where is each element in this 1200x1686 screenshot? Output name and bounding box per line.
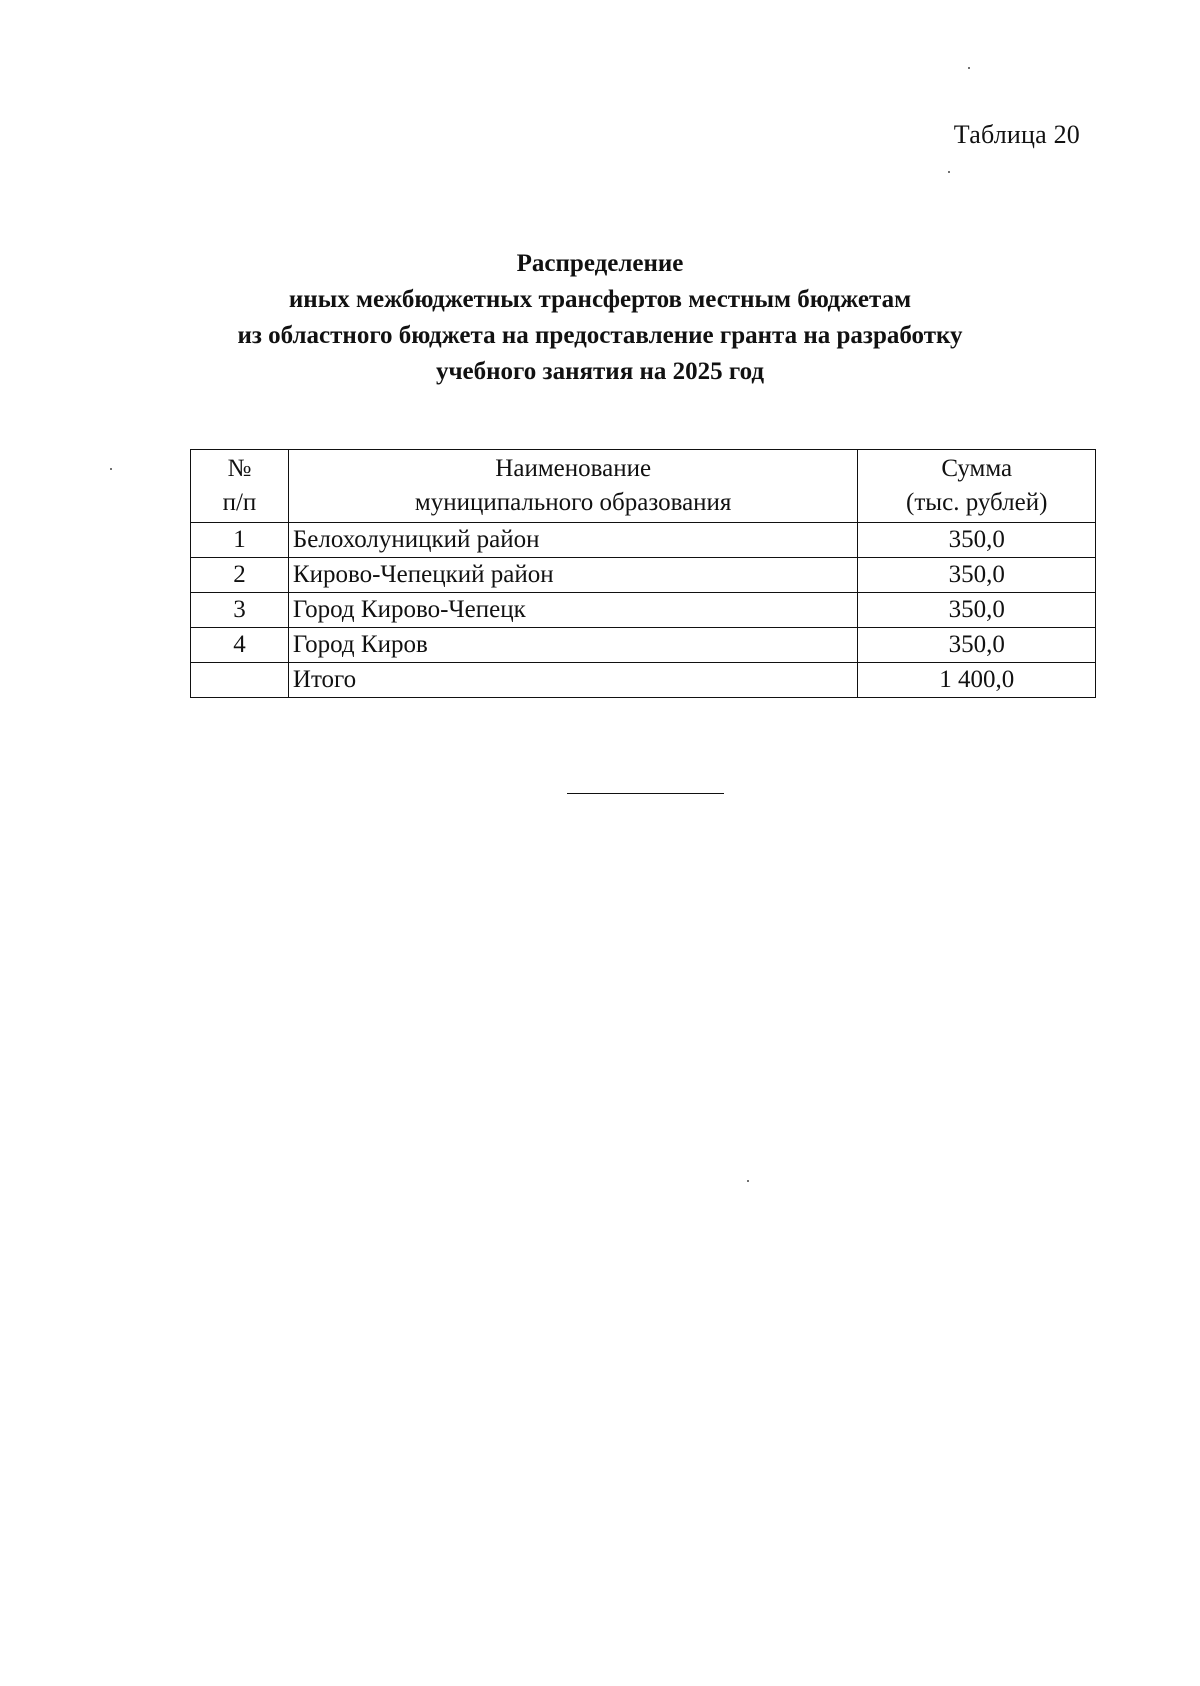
table-header-row (191, 450, 1096, 523)
row-amount: 350,0 (858, 523, 1096, 558)
header-municipality-line-1: Наименование (495, 455, 652, 482)
row-amount: 350,0 (858, 558, 1096, 593)
title-line-1: Распределение (516, 250, 684, 277)
header-amount (858, 450, 1096, 523)
header-municipality (288, 450, 858, 523)
table-row (191, 628, 1096, 663)
header-number-line-1: № (227, 455, 252, 482)
row-municipality: Кирово-Чепецкий район (288, 558, 858, 593)
row-municipality: Белохолуницкий район (288, 523, 858, 558)
table-row (191, 558, 1096, 593)
title-line-3: из областного бюджета на предоставление гранта на разработку (237, 322, 963, 349)
table-number-label: Таблица 20 (953, 120, 1080, 149)
total-label: Итого (288, 663, 858, 698)
total-amount: 1 400,0 (858, 663, 1096, 698)
scan-speck (747, 1180, 749, 1182)
total-number (191, 663, 289, 698)
scan-speck (968, 67, 970, 69)
row-municipality: Город Кирово-Чепецк (288, 593, 858, 628)
row-amount: 350,0 (858, 628, 1096, 663)
table-row (191, 593, 1096, 628)
header-number (191, 450, 289, 523)
table-row (191, 523, 1096, 558)
title-line-4: учебного занятия на 2025 год (435, 358, 765, 385)
closing-divider (567, 793, 724, 794)
header-amount-line-1: Сумма (941, 455, 1013, 482)
document-title (150, 246, 1050, 390)
title-line-2: иных межбюджетных трансфертов местным бюджетам (288, 286, 912, 313)
row-municipality: Город Киров (288, 628, 858, 663)
row-number: 2 (191, 558, 289, 593)
row-number: 4 (191, 628, 289, 663)
row-amount: 350,0 (858, 593, 1096, 628)
header-amount-line-2: (тыс. рублей) (906, 489, 1048, 516)
header-number-line-2: п/п (222, 489, 257, 516)
header-municipality-line-2: муниципального образования (414, 489, 732, 516)
table-total-row (191, 663, 1096, 698)
row-number: 3 (191, 593, 289, 628)
scan-speck (110, 468, 112, 470)
row-number: 1 (191, 523, 289, 558)
distribution-table (190, 449, 1096, 698)
scan-speck (948, 171, 950, 173)
